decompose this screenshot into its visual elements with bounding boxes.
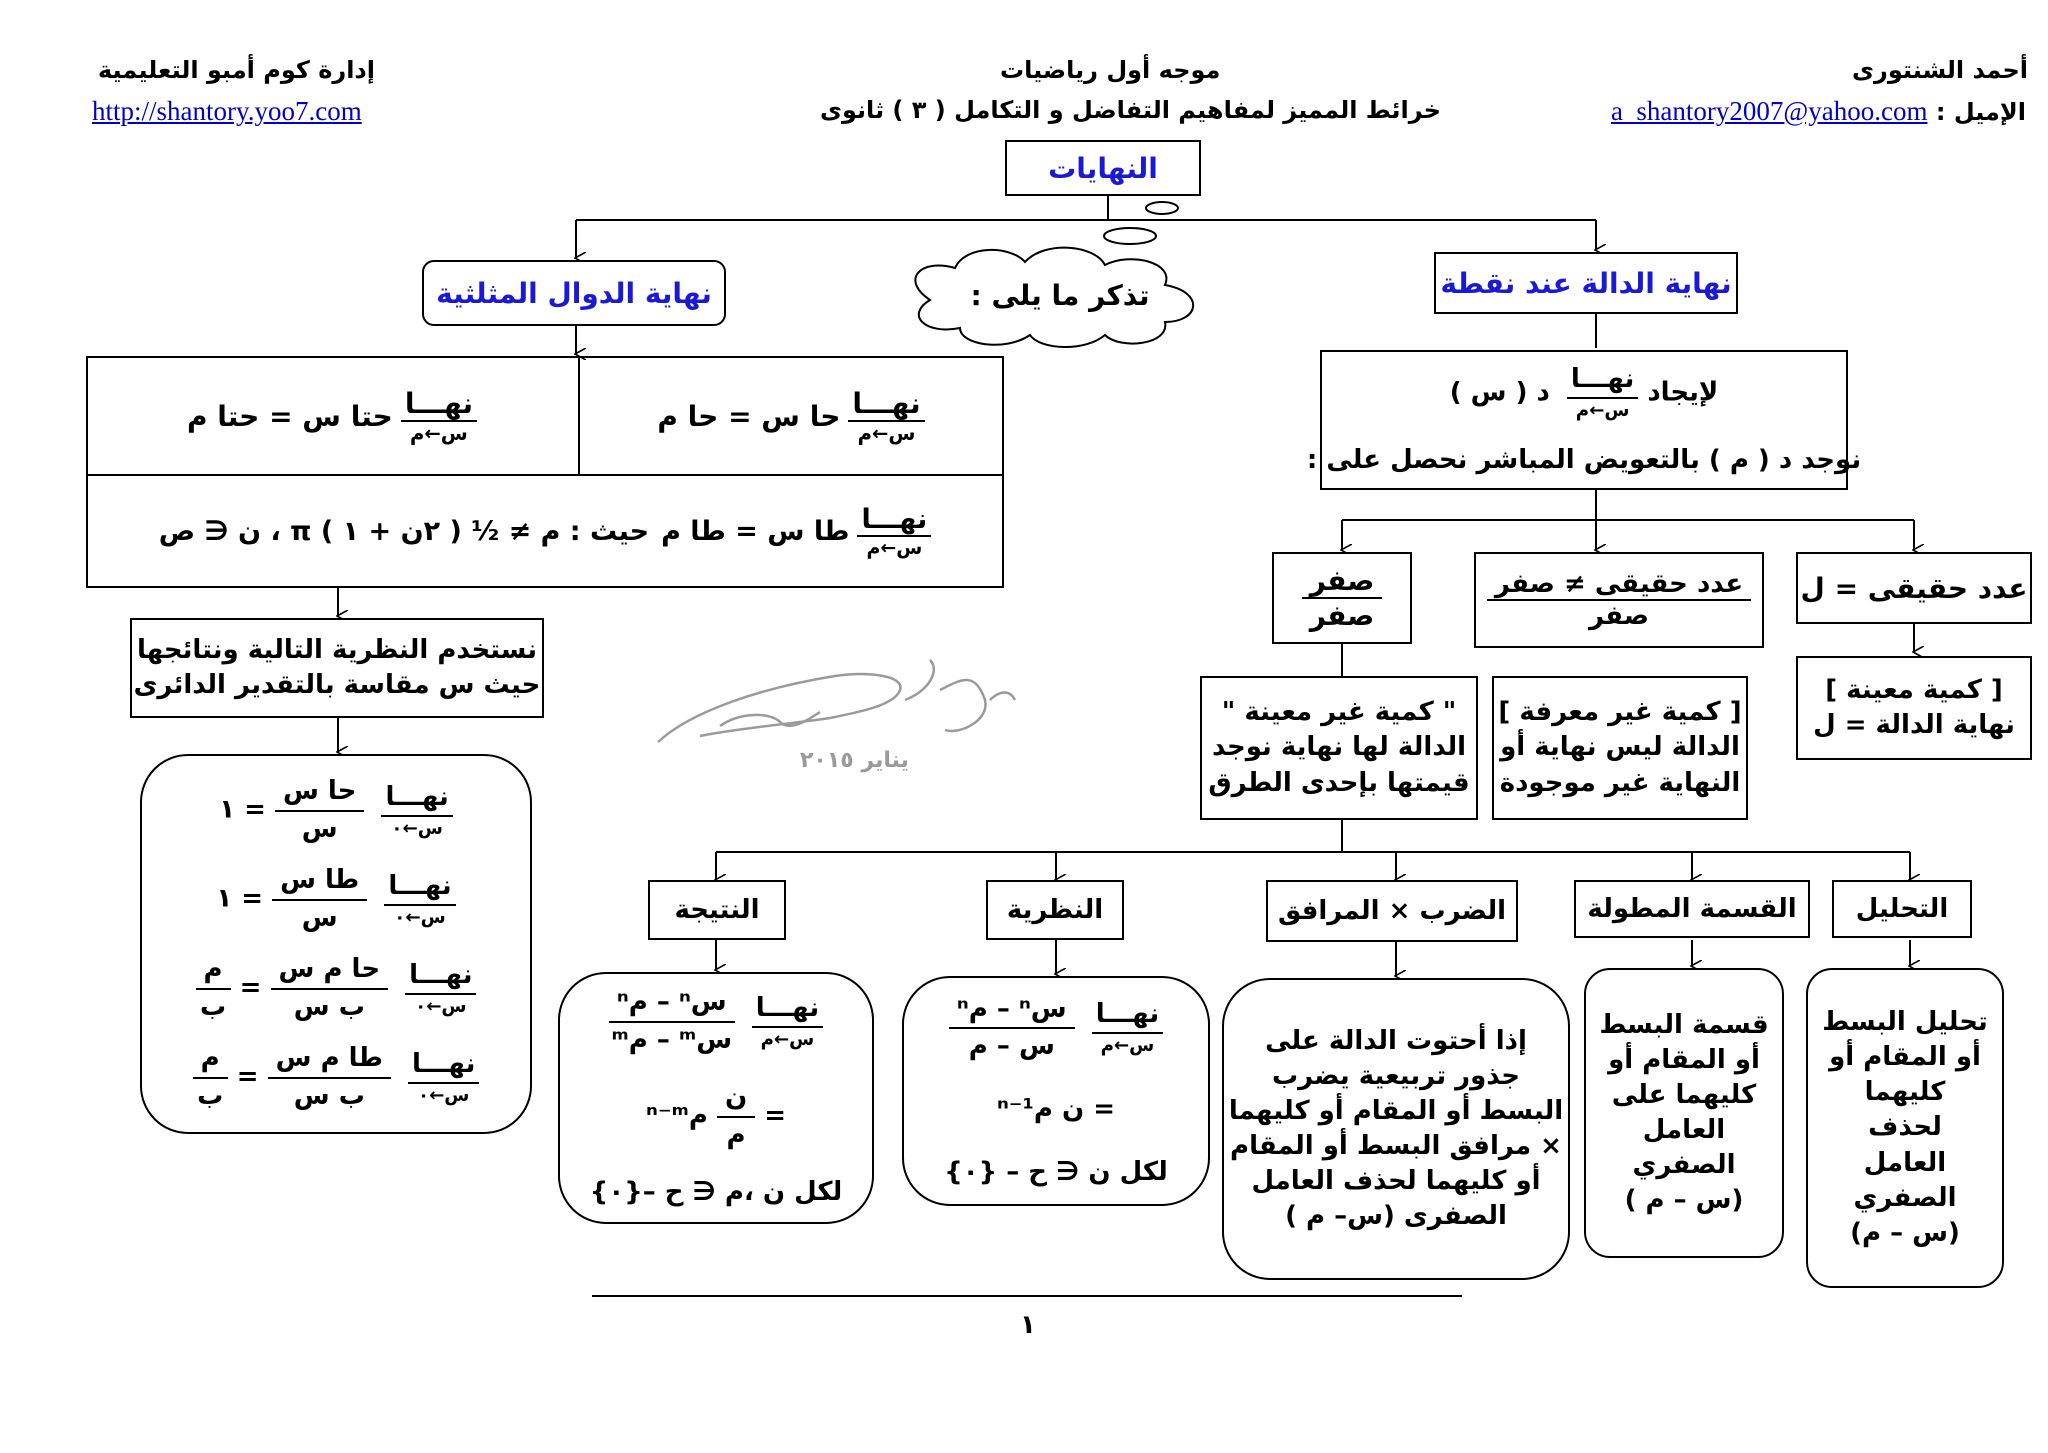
method-long-division-body: قسمة البسط أو المقام أو كليهما على العامل الصفري (س – م )	[1584, 968, 1784, 1258]
corollary-condition: لكل ن ،م ∈ ح –{٠}	[589, 1177, 843, 1208]
case-nonzero-over-zero: $\frac{\text{عدد حقيقى ≠ صفر}}{\text{صفر}}$	[1474, 552, 1764, 648]
find-prefix: لإيجاد	[1647, 377, 1719, 408]
theorem-limit: نهـــا س←م $\frac{\text{سⁿ – مⁿ}}{\text{س – م}}$	[949, 992, 1163, 1064]
email-line	[1611, 96, 2026, 127]
corollary-limit: نهـــا س←م $\frac{\text{سⁿ – مⁿ}}{\text{سᵐ – مᵐ}}$	[609, 985, 823, 1057]
result-tan-over-x: نهـــا س←٠ $\frac{\text{طا س}}{\text{س}}$ = ١	[216, 863, 455, 935]
case-real-number: عدد حقيقى = ل	[1796, 552, 2032, 624]
website-link[interactable]: http://shantory.yoo7.com	[92, 96, 362, 126]
administration-name: إدارة كوم أمبو التعليمية	[98, 56, 375, 84]
function-expression: د ( س )	[1449, 377, 1550, 408]
limit-at-point-title: نهاية الدالة عند نقطة	[1440, 266, 1732, 300]
signature-scribble	[658, 660, 1015, 742]
limit-operator: نهـــا س←م	[1567, 362, 1638, 424]
trig-results-box	[140, 754, 532, 1134]
email-label: الإميل :	[1935, 98, 2026, 126]
method-corollary-title: النتيجة	[648, 880, 786, 940]
result-sin-over-x: نهـــا س←٠ $\frac{\text{حا س}}{\text{س}}$ = ١	[219, 774, 453, 846]
page-number: ١	[1020, 1310, 1036, 1340]
case-zero-over-zero: $\frac{\text{صفر}}{\text{صفر}}$	[1272, 552, 1412, 644]
corollary-result: = $\frac{\text{ن}}{\text{م}}$ مⁿ⁻ᵐ	[646, 1082, 787, 1150]
signature-date: يناير ٢٠١٥	[800, 748, 909, 773]
remember-cloud	[960, 270, 1160, 320]
cloud-text: تذكر ما يلى :	[970, 278, 1150, 312]
author-name: أحمد الشنتورى	[1852, 56, 2028, 84]
sin-limit-cell: نهـــا س←م حا س = حا م	[580, 358, 1002, 474]
method-factoring-title: التحليل	[1832, 880, 1972, 938]
substitute-line: نوجد د ( م ) بالتعويض المباشر نحصل على :	[1306, 445, 1862, 476]
method-long-division-title: القسمة المطولة	[1574, 880, 1810, 938]
method-theorem-body	[902, 976, 1210, 1206]
case-real-result: [ كمية معينة ] نهاية الدالة = ل	[1796, 656, 2032, 760]
author-role: موجه أول رياضيات	[1000, 56, 1221, 84]
theorem-note-box: نستخدم النظرية التالية ونتائجها حيث س مقاسة بالتقدير الدائرى	[130, 618, 544, 718]
method-conjugate-body: إذا أحتوت الدالة على جذور تربيعية يضرب البسط أو المقام أو كليهما × مرافق البسط أو المقام أو كليهما لحذف العامل الصفرى (س– م )	[1222, 978, 1570, 1280]
method-corollary-body	[558, 972, 874, 1224]
method-conjugate-title: الضرب × المرافق	[1266, 880, 1518, 942]
direct-substitution-box	[1306, 350, 1862, 490]
result-tan-ax-over-bx: نهـــا س←٠ $\frac{\text{طا م س}}{\text{ب س}}$ = $\frac{\text{م}}{\text{ب}}$	[193, 1041, 480, 1113]
theorem-result: = ن مⁿ⁻¹	[996, 1094, 1116, 1124]
tan-limit-cell: نهـــا س←م طا س = طا م حيث : م ≠ ½ ( ٢ن + ١ ) π ، ن ∈ ص	[88, 476, 1002, 586]
root-node	[1005, 140, 1201, 196]
method-factoring-body: تحليل البسط أو المقام أو كليهما لحذف العامل الصفري (س – م)	[1806, 968, 2004, 1288]
cos-limit-cell: نهـــا س←م حتا س = حتا م	[88, 358, 576, 474]
method-theorem-title: النظرية	[986, 880, 1124, 940]
email-link[interactable]: a_shantory2007@yahoo.com	[1610, 96, 1928, 126]
document-title: خرائط المميز لمفاهيم التفاضل و التكامل ( ٣ ) ثانوى	[820, 96, 1441, 124]
trig-limits-node: نهاية الدوال المثلثية	[422, 260, 726, 326]
find-limit-line	[1450, 362, 1719, 424]
tan-condition: حيث : م ≠ ½ ( ٢ن + ١ ) π ، ن ∈ ص	[158, 515, 650, 547]
limit-at-point-node	[1434, 252, 1738, 314]
root-title: النهايات	[1048, 151, 1158, 185]
case-nonzero-result: [ كمية غير معرفة ] الدالة ليس نهاية أو النهاية غير موجودة	[1492, 676, 1748, 820]
result-sin-ax-over-bx: نهـــا س←٠ $\frac{\text{حا م س}}{\text{ب س}}$ = $\frac{\text{م}}{\text{ب}}$	[196, 952, 477, 1024]
case-zero-result: " كمية غير معينة " الدالة لها نهاية نوجد قيمتها بإحدى الطرق	[1200, 676, 1478, 820]
theorem-condition: لكل ن ∈ ح – {٠}	[944, 1156, 1168, 1187]
